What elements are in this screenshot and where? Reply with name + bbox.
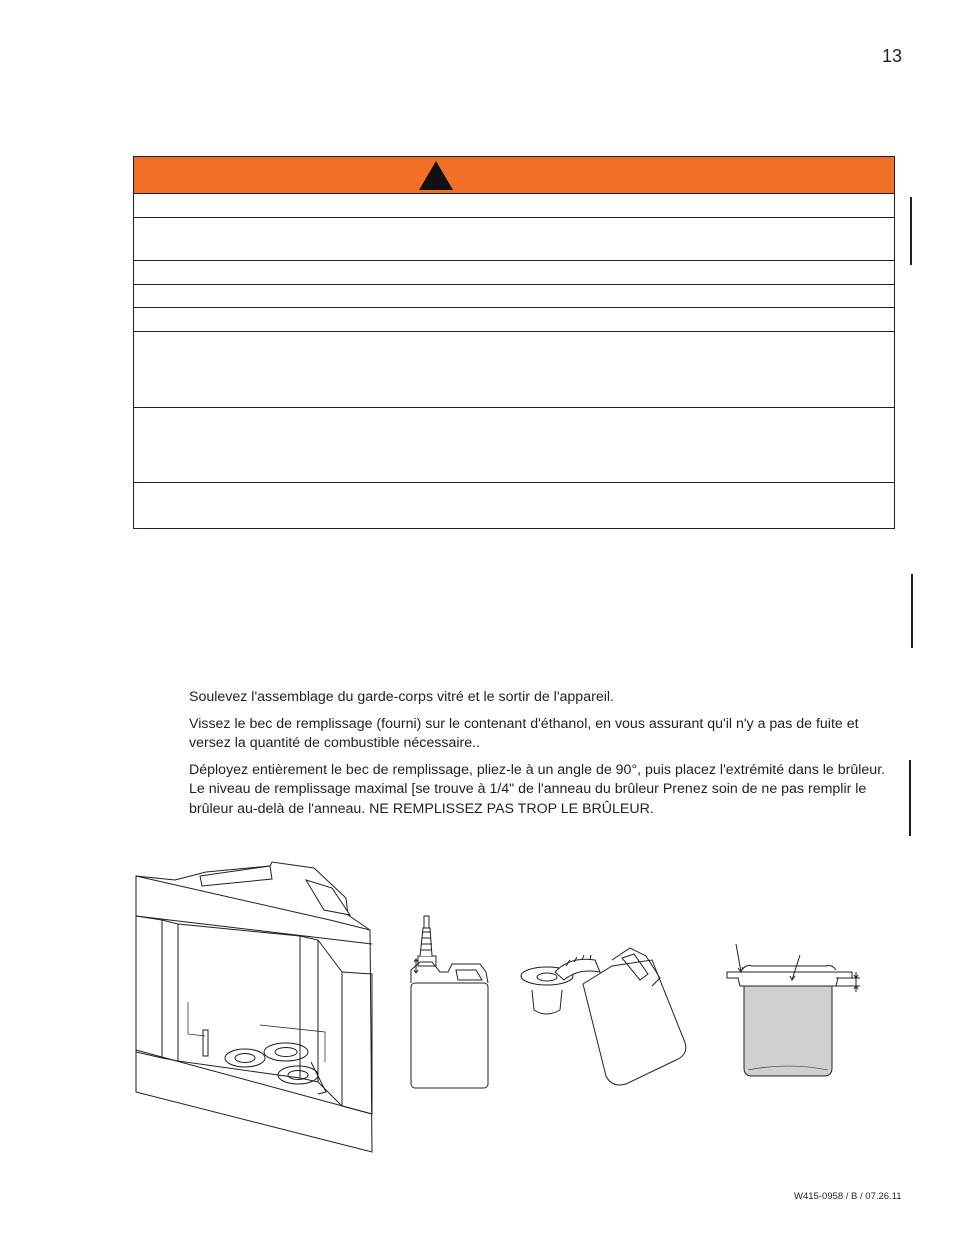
fireplace-corner-illustration (136, 862, 372, 1152)
revision-bar (909, 760, 911, 836)
burner-fill-level-cross-section (727, 944, 860, 1076)
warning-row (134, 260, 894, 261)
fuel-container-with-spout (411, 916, 488, 1088)
warning-row (134, 331, 894, 332)
warning-row (134, 217, 894, 218)
figures (0, 850, 954, 1170)
instructions (189, 688, 904, 826)
warning-header (134, 157, 894, 194)
revision-bar (910, 197, 912, 265)
page-number: 13 (882, 46, 903, 66)
revision-bar (911, 574, 913, 648)
warning-row (134, 482, 894, 483)
warning-row (134, 284, 894, 285)
spout-bent-into-burner (521, 948, 686, 1085)
warning-row (134, 407, 894, 408)
document-code: W415-0958 / B / 07.26.11 (794, 1191, 902, 1202)
warning-box (133, 156, 895, 529)
instruction-step-3: Déployez entièrement le bec de remplissage, pliez-le à un angle de 90°, puis placez l'extrémité dans le brûleur. Le niveau de remplissage maximal [se trouve à 1/4" de l'anneau du brûleur Prenez soin de ne pas remplir le brûleur au-delà de l'anneau. NE REMPLISSEZ PAS TROP LE BRÛLEUR. (189, 761, 886, 817)
instruction-step-2: Vissez le bec de remplissage (fourni) sur le contenant d'éthanol, en vous assurant qu'il n'y a pas de fuite et versez la quantité de combustible nécessaire.. (189, 715, 859, 751)
warning-triangle-icon (419, 161, 453, 190)
instruction-step-1: Soulevez l'assemblage du garde-corps vitré et le sortir de l'appareil. (189, 689, 614, 705)
warning-row (134, 307, 894, 308)
